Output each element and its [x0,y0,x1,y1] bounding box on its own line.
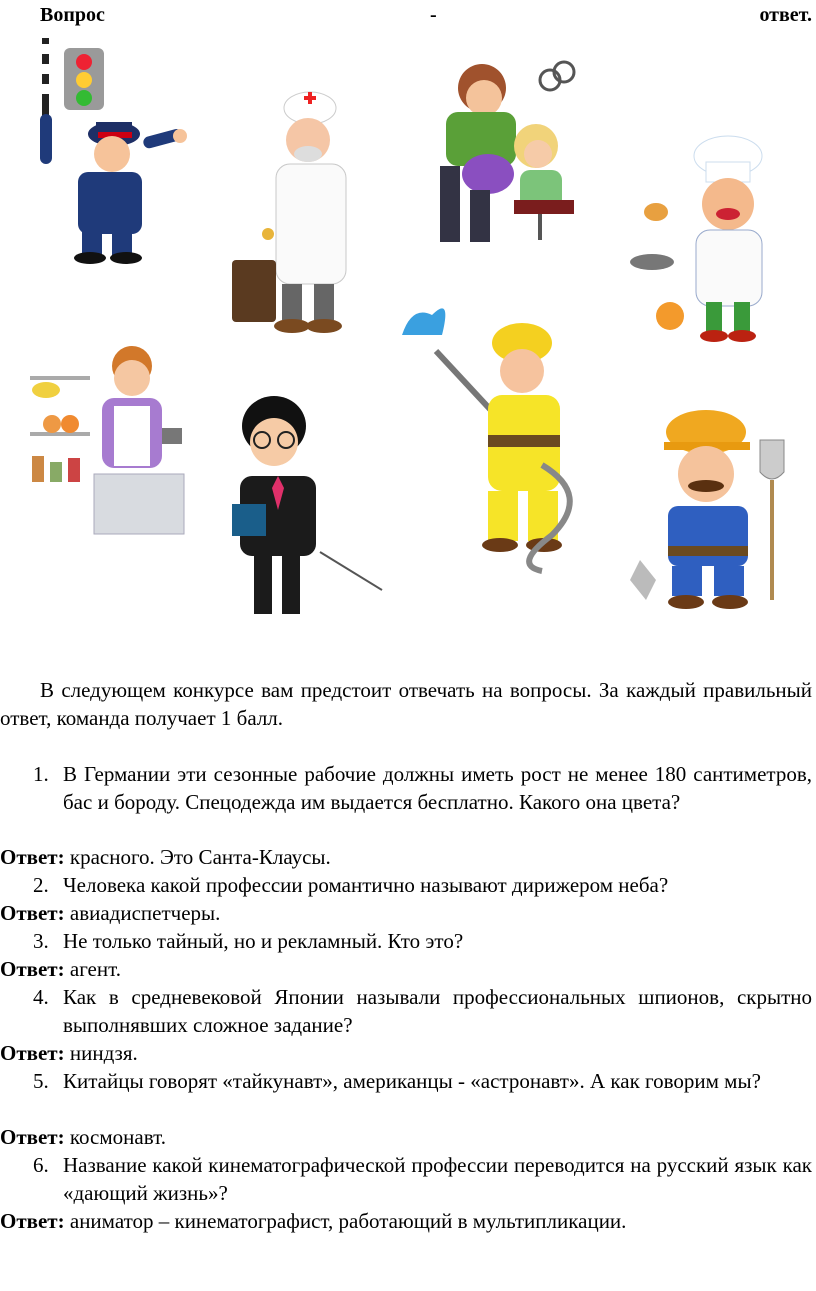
doctor-illustration [228,90,368,340]
answer-text: агент. [69,957,121,981]
header-answer: ответ. [759,4,812,26]
answer-label: Ответ: [0,901,65,925]
question-text: Название какой кинематографической профессии переводится на русский язык как «дающий жизнь»? [63,1153,812,1205]
chef-illustration [630,130,810,350]
question-item [33,983,812,1039]
answer-line [0,1039,138,1067]
answer-line [0,955,121,983]
answer-line [0,843,331,871]
intro-paragraph: В следующем конкурсе вам предстоит отвечать на вопросы. За каждый правильный ответ, команда получает 1 балл. [0,678,812,730]
answer-text: красного. Это Санта-Клаусы. [69,845,331,869]
question-item [33,871,812,899]
question-text: Человека какой профессии романтично называют дирижером неба? [63,873,669,897]
question-item [33,760,812,816]
question-number: 6. [33,1153,49,1177]
header-question: Вопрос [40,4,105,26]
question-text: Китайцы говорят «тайкунавт», американцы - «астронавт». А как говорим мы? [63,1069,761,1093]
question-number: 1. [33,762,49,786]
question-item [33,1067,812,1095]
question-text: Не только тайный, но и рекламный. Кто это? [63,929,464,953]
question-number: 3. [33,929,49,953]
answer-line [0,899,220,927]
question-number: 5. [33,1069,49,1093]
answer-line [0,1123,166,1151]
firefighter-illustration [392,295,592,575]
question-text: В Германии эти сезонные рабочие должны иметь рост не менее 180 сантиметров, бас и бороду. Спецодежда им выдается бесплатно. Какого она цвета? [63,762,812,814]
hairdresser-illustration [430,50,590,250]
answer-label: Ответ: [0,845,65,869]
question-item [33,927,812,955]
answer-label: Ответ: [0,1209,65,1233]
question-item [33,1151,812,1207]
page-header [40,4,812,27]
question-number: 2. [33,873,49,897]
answer-line [0,1207,626,1235]
answer-label: Ответ: [0,1125,65,1149]
question-number: 4. [33,985,49,1009]
traffic-officer-illustration [20,34,190,264]
header-dash: - [430,4,437,26]
builder-illustration [626,410,806,620]
answer-text: аниматор – кинематографист, работающий в мультипликации. [69,1209,627,1233]
answer-label: Ответ: [0,957,65,981]
shop-seller-illustration [22,336,192,546]
answer-text: космонавт. [69,1125,166,1149]
teacher-illustration [226,392,386,632]
answer-label: Ответ: [0,1041,65,1065]
answer-text: авиадиспетчеры. [69,901,221,925]
question-text: Как в средневековой Японии называли профессиональных шпионов, скрытно выполнявших сложное задание? [63,985,812,1037]
answer-text: ниндзя. [69,1041,138,1065]
